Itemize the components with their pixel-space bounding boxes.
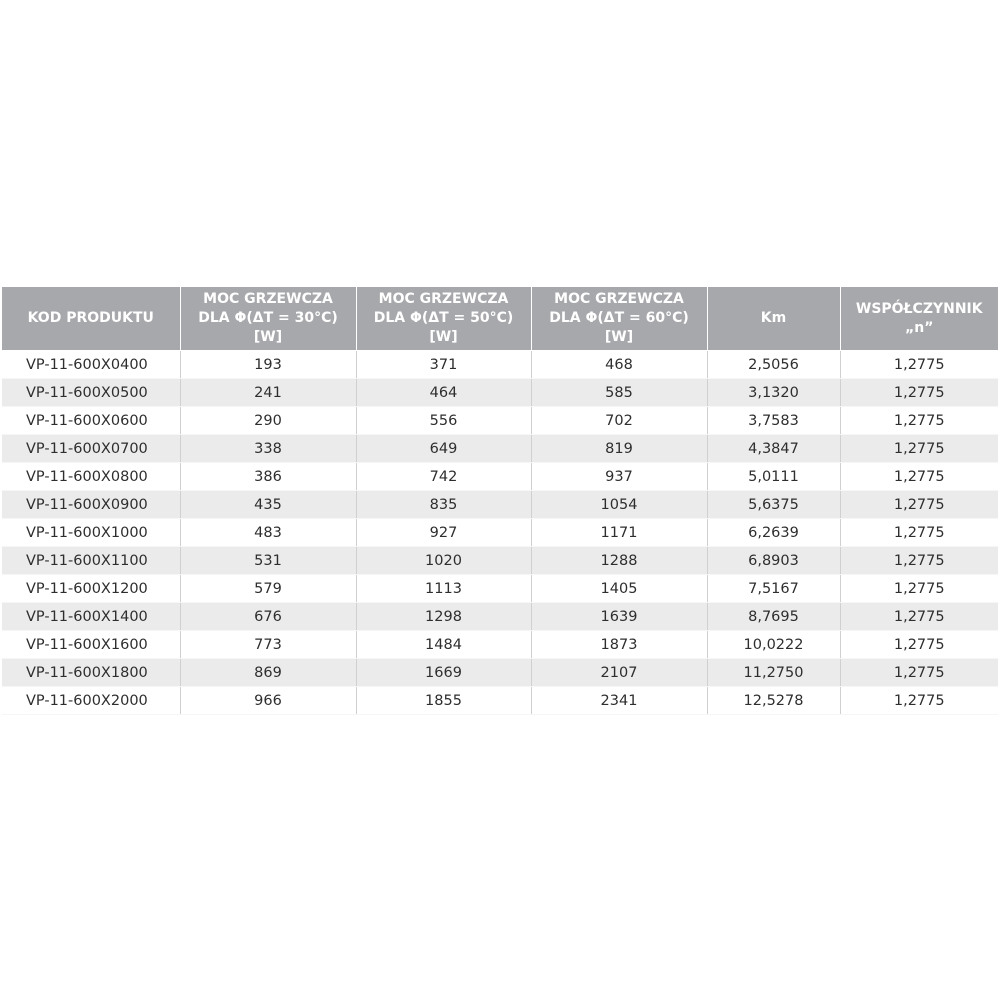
cell-product-code: VP-11-600X1100 xyxy=(2,547,180,575)
cell-heat-output-50: 927 xyxy=(356,519,531,547)
cell-heat-output-30: 386 xyxy=(180,463,356,491)
cell-heat-output-60: 1288 xyxy=(531,547,707,575)
header-row xyxy=(2,287,998,351)
cell-product-code: VP-11-600X0800 xyxy=(2,463,180,491)
cell-heat-output-30: 290 xyxy=(180,407,356,435)
cell-product-code: VP-11-600X0900 xyxy=(2,491,180,519)
header-line: Km xyxy=(760,310,787,326)
cell-km: 7,5167 xyxy=(707,575,840,603)
cell-product-code: VP-11-600X1000 xyxy=(2,519,180,547)
header-km xyxy=(707,287,840,351)
table-row xyxy=(2,547,998,575)
cell-heat-output-30: 435 xyxy=(180,491,356,519)
cell-heat-output-30: 966 xyxy=(180,687,356,715)
cell-heat-output-60: 468 xyxy=(531,351,707,379)
cell-heat-output-50: 1484 xyxy=(356,631,531,659)
header-line: MOC GRZEWCZA xyxy=(378,291,509,307)
cell-heat-output-30: 869 xyxy=(180,659,356,687)
header-coefficient-n xyxy=(840,287,998,351)
header-heat-output-50 xyxy=(356,287,531,351)
cell-km: 6,2639 xyxy=(707,519,840,547)
cell-heat-output-30: 531 xyxy=(180,547,356,575)
cell-heat-output-30: 676 xyxy=(180,603,356,631)
table-body xyxy=(2,351,998,715)
cell-heat-output-60: 819 xyxy=(531,435,707,463)
cell-heat-output-30: 773 xyxy=(180,631,356,659)
cell-product-code: VP-11-600X0600 xyxy=(2,407,180,435)
cell-km: 5,0111 xyxy=(707,463,840,491)
cell-coefficient-n: 1,2775 xyxy=(840,491,998,519)
cell-product-code: VP-11-600X0400 xyxy=(2,351,180,379)
cell-heat-output-50: 1855 xyxy=(356,687,531,715)
cell-heat-output-60: 1054 xyxy=(531,491,707,519)
cell-coefficient-n: 1,2775 xyxy=(840,603,998,631)
header-line: DLA Φ(ΔT = 60°C) xyxy=(549,310,689,326)
cell-product-code: VP-11-600X0500 xyxy=(2,379,180,407)
cell-coefficient-n: 1,2775 xyxy=(840,547,998,575)
cell-heat-output-30: 483 xyxy=(180,519,356,547)
cell-product-code: VP-11-600X2000 xyxy=(2,687,180,715)
cell-heat-output-50: 835 xyxy=(356,491,531,519)
cell-heat-output-50: 1020 xyxy=(356,547,531,575)
cell-heat-output-50: 742 xyxy=(356,463,531,491)
header-product-code xyxy=(2,287,180,351)
cell-product-code: VP-11-600X0700 xyxy=(2,435,180,463)
cell-heat-output-60: 1873 xyxy=(531,631,707,659)
cell-km: 8,7695 xyxy=(707,603,840,631)
cell-heat-output-60: 937 xyxy=(531,463,707,491)
cell-heat-output-60: 1639 xyxy=(531,603,707,631)
header-line: [W] xyxy=(253,329,283,345)
product-table xyxy=(2,287,998,715)
cell-heat-output-60: 585 xyxy=(531,379,707,407)
cell-product-code: VP-11-600X1800 xyxy=(2,659,180,687)
cell-km: 10,0222 xyxy=(707,631,840,659)
table-row xyxy=(2,379,998,407)
cell-heat-output-60: 702 xyxy=(531,407,707,435)
header-line: DLA Φ(ΔT = 30°C) xyxy=(198,310,338,326)
cell-heat-output-60: 1171 xyxy=(531,519,707,547)
cell-coefficient-n: 1,2775 xyxy=(840,407,998,435)
table-header xyxy=(2,287,998,351)
table-row xyxy=(2,435,998,463)
cell-product-code: VP-11-600X1200 xyxy=(2,575,180,603)
cell-coefficient-n: 1,2775 xyxy=(840,687,998,715)
cell-heat-output-30: 338 xyxy=(180,435,356,463)
header-line: DLA Φ(ΔT = 50°C) xyxy=(373,310,514,326)
cell-heat-output-60: 1405 xyxy=(531,575,707,603)
table-row xyxy=(2,687,998,715)
cell-coefficient-n: 1,2775 xyxy=(840,575,998,603)
header-heat-output-30 xyxy=(180,287,356,351)
cell-heat-output-30: 579 xyxy=(180,575,356,603)
cell-heat-output-60: 2341 xyxy=(531,687,707,715)
table-row xyxy=(2,519,998,547)
header-line: [W] xyxy=(429,329,458,345)
table-row xyxy=(2,407,998,435)
cell-heat-output-50: 464 xyxy=(356,379,531,407)
table-row xyxy=(2,659,998,687)
table-row xyxy=(2,575,998,603)
cell-km: 3,1320 xyxy=(707,379,840,407)
cell-heat-output-50: 1298 xyxy=(356,603,531,631)
header-line: MOC GRZEWCZA xyxy=(554,291,684,307)
cell-km: 4,3847 xyxy=(707,435,840,463)
cell-km: 2,5056 xyxy=(707,351,840,379)
cell-coefficient-n: 1,2775 xyxy=(840,631,998,659)
cell-km: 3,7583 xyxy=(707,407,840,435)
cell-coefficient-n: 1,2775 xyxy=(840,659,998,687)
header-line: [W] xyxy=(604,329,634,345)
cell-coefficient-n: 1,2775 xyxy=(840,463,998,491)
cell-heat-output-30: 193 xyxy=(180,351,356,379)
product-table-container xyxy=(2,287,998,715)
cell-product-code: VP-11-600X1400 xyxy=(2,603,180,631)
table-row xyxy=(2,463,998,491)
cell-product-code: VP-11-600X1600 xyxy=(2,631,180,659)
header-heat-output-60 xyxy=(531,287,707,351)
table-row xyxy=(2,351,998,379)
cell-heat-output-50: 371 xyxy=(356,351,531,379)
cell-heat-output-60: 2107 xyxy=(531,659,707,687)
cell-coefficient-n: 1,2775 xyxy=(840,519,998,547)
header-line: KOD PRODUKTU xyxy=(27,310,154,326)
cell-heat-output-50: 1669 xyxy=(356,659,531,687)
cell-coefficient-n: 1,2775 xyxy=(840,379,998,407)
table-row xyxy=(2,603,998,631)
header-line: „n” xyxy=(905,319,934,336)
cell-heat-output-50: 556 xyxy=(356,407,531,435)
table-row xyxy=(2,631,998,659)
cell-km: 12,5278 xyxy=(707,687,840,715)
table-row xyxy=(2,491,998,519)
header-line: MOC GRZEWCZA xyxy=(203,291,333,307)
cell-heat-output-30: 241 xyxy=(180,379,356,407)
cell-km: 11,2750 xyxy=(707,659,840,687)
cell-heat-output-50: 649 xyxy=(356,435,531,463)
cell-coefficient-n: 1,2775 xyxy=(840,351,998,379)
cell-km: 6,8903 xyxy=(707,547,840,575)
header-line: WSPÓŁCZYNNIK xyxy=(855,300,983,317)
cell-km: 5,6375 xyxy=(707,491,840,519)
cell-heat-output-50: 1113 xyxy=(356,575,531,603)
cell-coefficient-n: 1,2775 xyxy=(840,435,998,463)
